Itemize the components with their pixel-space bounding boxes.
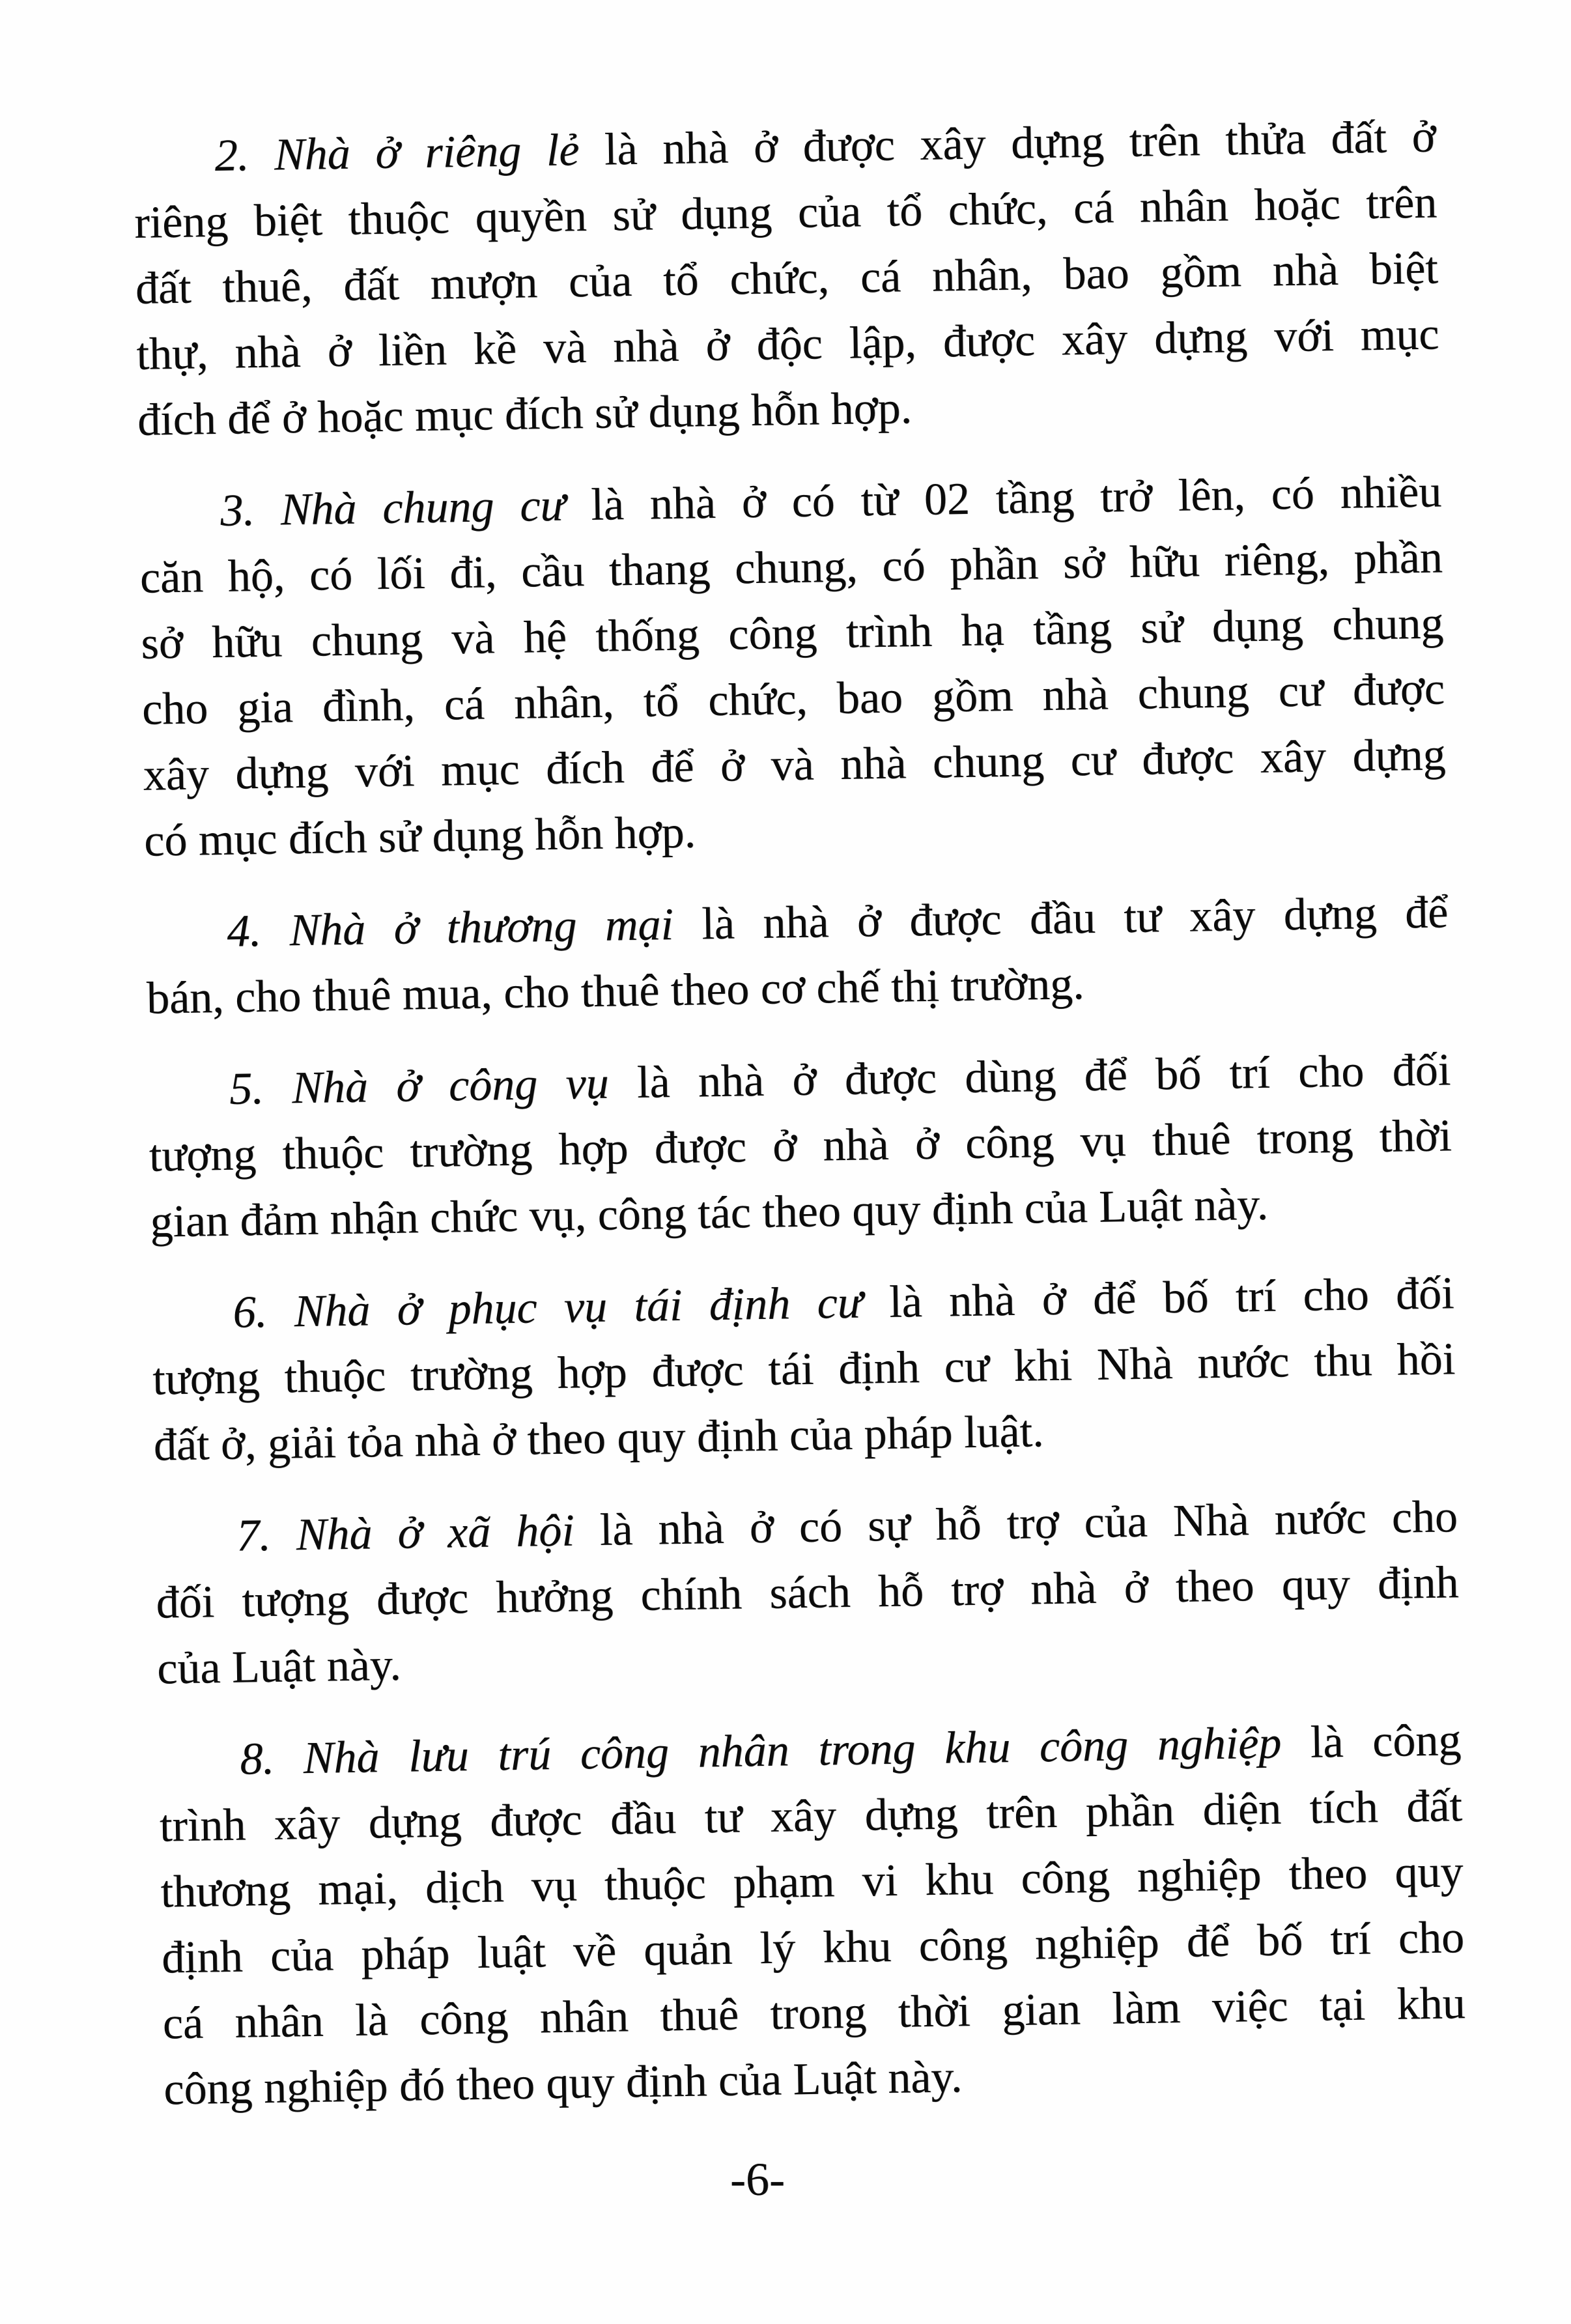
page-number: -6- [730, 2153, 785, 2205]
paragraph-clause-2 [133, 104, 1441, 453]
defined-term-italic: 6. Nhà ở phục vụ tái định cư [233, 1277, 863, 1338]
text-segment: gian đảm nhận chức vụ, công tác theo quy định của Luật này. [149, 1179, 1269, 1247]
text-segment: bán, cho thuê mua, cho thuê theo cơ chế thị trường. [146, 959, 1085, 1024]
paragraph-clause-4 [145, 879, 1450, 1031]
text-segment: căn hộ, có lối đi, cầu thang chung, có phần sở hữu riêng, phần [139, 532, 1443, 603]
text-block [133, 104, 1467, 2122]
text-segment: đối tượng được hưởng chính sách hỗ trợ nhà ở theo quy định [156, 1557, 1460, 1628]
text-segment: của Luật này. [156, 1639, 402, 1694]
text-segment: có mục đích sử dụng hỗn hợp. [143, 807, 696, 866]
text-segment: sở hữu chung và hệ thống công trình hạ tầng sử dụng chung [140, 598, 1444, 669]
text-segment: tượng thuộc trường hợp được ở nhà ở công vụ thuê trong thời [149, 1111, 1452, 1182]
defined-term-italic: 5. Nhà ở công vụ [229, 1058, 610, 1114]
text-segment: định của pháp luật về quản lý khu công nghiệp để bố trí cho [161, 1912, 1465, 1983]
defined-term-italic: 8. Nhà lưu trú công nhân trong khu công nghiệp [239, 1718, 1282, 1785]
text-segment: thự, nhà ở liền kề và nhà ở độc lập, được xây dựng với mục [135, 309, 1439, 380]
paragraph-clause-8 [158, 1707, 1467, 2122]
text-segment: đất ở, giải tỏa nhà ở theo quy định của pháp luật. [153, 1406, 1045, 1471]
text-segment: là nhà ở được dùng để bố trí cho đối [608, 1045, 1451, 1109]
defined-term-italic: 2. Nhà ở riêng lẻ [214, 125, 580, 181]
text-segment: đích để ở hoặc mục đích sử dụng hỗn hợp. [137, 383, 913, 446]
paragraph-clause-7 [154, 1484, 1460, 1701]
defined-term-italic: 3. Nhà chung cư [219, 480, 566, 536]
text-segment: là nhà ở có từ 02 tầng trở lên, có nhiều [564, 466, 1442, 531]
paragraph-clause-3 [139, 459, 1447, 873]
text-segment: xây dựng với mục đích để ở và nhà chung cư được xây dựng [143, 730, 1447, 801]
paragraph-clause-5 [148, 1037, 1454, 1254]
defined-term-italic: 7. Nhà ở xã hội [236, 1505, 575, 1561]
text-segment: thương mại, dịch vụ thuộc phạm vi khu công nghiệp theo quy [160, 1847, 1464, 1918]
text-segment: trình xây dựng được đầu tư xây dựng trên phần diện tích đất [159, 1781, 1463, 1852]
text-segment: là nhà ở có sự hỗ trợ của Nhà nước cho [574, 1492, 1458, 1556]
defined-term-italic: 4. Nhà ở thương mại [226, 900, 674, 957]
text-segment: cá nhân là công nhân thuê trong thời gian làm việc tại khu [162, 1978, 1466, 2049]
text-segment: công nghiệp đó theo quy định của Luật này. [163, 2052, 963, 2115]
text-segment: riêng biệt thuộc quyền sử dụng của tổ chức, cá nhân hoặc trên [134, 177, 1437, 248]
page-footer [730, 2153, 785, 2205]
text-segment: là công [1281, 1715, 1462, 1768]
text-segment: đất thuê, đất mượn của tổ chức, cá nhân, bao gồm nhà biệt [135, 243, 1439, 314]
paragraph-clause-6 [151, 1260, 1457, 1478]
text-segment: là nhà ở để bố trí cho đối [862, 1268, 1455, 1328]
text-segment: là nhà ở được đầu tư xây dựng để [673, 887, 1449, 950]
text-segment: cho gia đình, cá nhân, tổ chức, bao gồm nhà chung cư được [141, 664, 1445, 735]
text-segment: tượng thuộc trường hợp được tái định cư khi Nhà nước thu hồi [152, 1334, 1456, 1405]
text-segment: là nhà ở được xây dựng trên thửa đất ở [578, 111, 1437, 176]
